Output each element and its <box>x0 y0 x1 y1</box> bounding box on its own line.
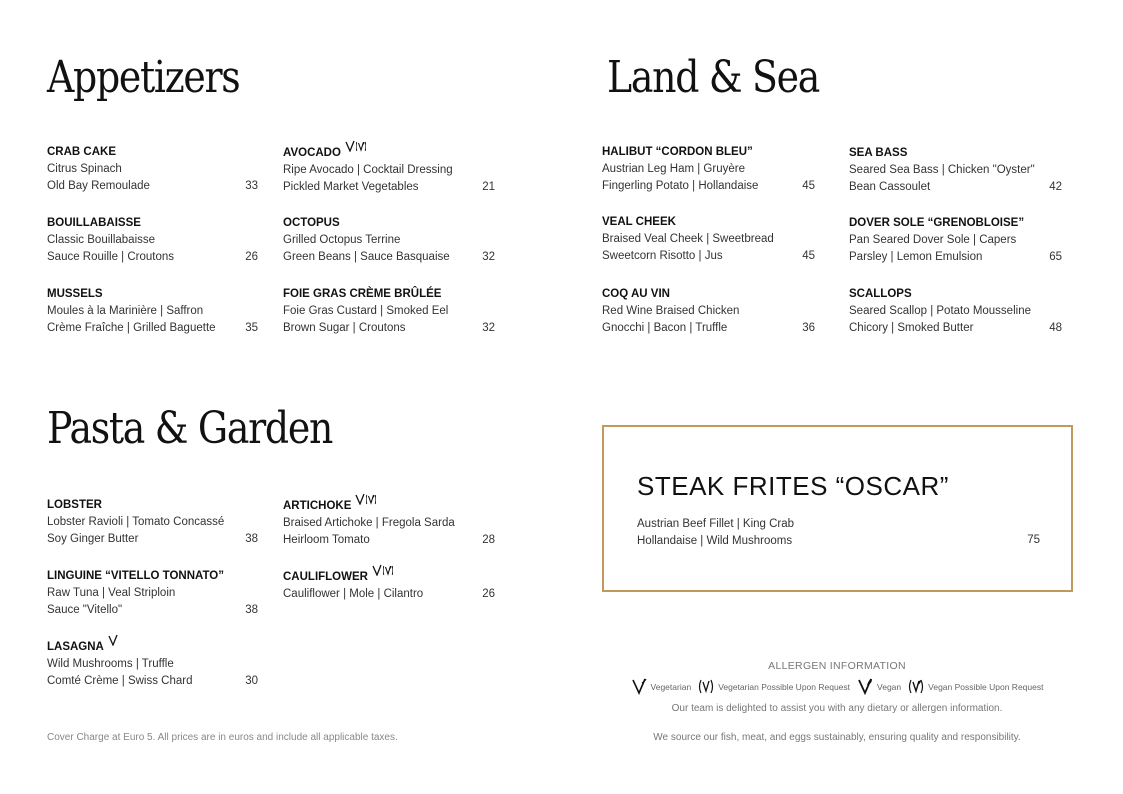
menu-item-name <box>47 497 258 514</box>
menu-item-description: Comté Crème | Swiss Chard <box>47 675 193 687</box>
menu-item-description: Gnocchi | Bacon | Truffle <box>602 322 728 334</box>
menu-item-description: Pan Seared Dover Sole | Capers <box>849 234 1017 246</box>
menu-item-title: SCALLOPS <box>849 288 912 300</box>
vegetarian-icon <box>108 634 118 652</box>
menu-item <box>283 215 495 266</box>
menu-item-description: Seared Scallop | Potato Mousseline <box>849 305 1031 317</box>
legend-label: Vegetarian <box>650 682 692 692</box>
menu-item-name <box>47 568 258 585</box>
allergen-heading: ALLERGEN INFORMATION <box>768 660 906 672</box>
legend-label: Vegetarian Possible Upon Request <box>718 682 851 692</box>
menu-item-description: Red Wine Braised Chicken <box>602 305 740 317</box>
menu-item-price: 26 <box>482 588 495 600</box>
featured-dish-box <box>602 425 1073 592</box>
menu-item-description: Braised Veal Cheek | Sweetbread <box>602 233 774 245</box>
vegan-possible-icon <box>366 493 376 511</box>
menu-item-description: Sauce Rouille | Croutons <box>47 251 174 263</box>
menu-item-price: 32 <box>482 322 495 334</box>
menu-item <box>47 638 258 690</box>
menu-item-price: 36 <box>802 322 815 334</box>
menu-item-description: Seared Sea Bass | Chicken "Oyster" <box>849 164 1035 176</box>
legend-vegetarian <box>631 677 692 697</box>
menu-item-description: Chicory | Smoked Butter <box>849 322 974 334</box>
menu-item-title: HALIBUT “CORDON BLEU” <box>602 146 753 158</box>
menu-item-description: Wild Mushrooms | Truffle <box>47 658 174 670</box>
menu-item-title: DOVER SOLE “GRENOBLOISE” <box>849 217 1025 229</box>
menu-item-description: Crème Fraîche | Grilled Baguette <box>47 322 216 334</box>
legend-vegan-possible <box>908 677 1043 697</box>
menu-item <box>47 215 258 266</box>
menu-item-description: Fingerling Potato | Hollandaise <box>602 180 759 192</box>
menu-item-name <box>283 497 495 515</box>
menu-item <box>283 286 495 337</box>
menu-item-price: 38 <box>245 604 258 616</box>
menu-item-description: Austrian Leg Ham | Gruyère <box>602 163 745 175</box>
menu-item-title: COQ AU VIN <box>602 288 670 300</box>
menu-item-price: 32 <box>482 251 495 263</box>
vegetarian-icon <box>355 493 365 511</box>
menu-item-name <box>849 215 1062 232</box>
menu-item-title: CAULIFLOWER <box>283 570 368 583</box>
menu-item-name <box>47 286 258 303</box>
menu-item-price: 33 <box>245 180 258 192</box>
legend-label: Vegan <box>877 682 902 692</box>
menu-item-title: AVOCADO <box>283 146 341 159</box>
allergen-note: Our team is delighted to assist you with any dietary or allergen information. <box>671 703 1003 714</box>
menu-item-title: LOBSTER <box>47 499 102 511</box>
menu-item-name <box>47 144 258 161</box>
menu-item-description: Sweetcorn Risotto | Jus <box>602 250 723 262</box>
diet-icons <box>108 634 118 652</box>
menu-item <box>47 144 258 195</box>
menu-item-name <box>283 286 495 303</box>
diet-icons <box>345 140 366 158</box>
menu-item-description: Green Beans | Sauce Basquaise <box>283 251 450 263</box>
menu-item <box>283 568 495 603</box>
menu-item-title: CRAB CAKE <box>47 146 116 158</box>
menu-item-description: Foie Gras Custard | Smoked Eel <box>283 305 449 317</box>
menu-item-name <box>602 286 815 303</box>
menu-item-name <box>283 568 495 586</box>
menu-item <box>849 286 1062 337</box>
cover-charge-note: Cover Charge at Euro 5. All prices are in euros and include all applicable taxes. <box>47 732 398 743</box>
menu-item-description: Raw Tuna | Veal Striploin <box>47 587 176 599</box>
menu-item-price: 42 <box>1049 181 1062 193</box>
menu-item-description: Brown Sugar | Croutons <box>283 322 406 334</box>
featured-dish-line-1: Austrian Beef Fillet | King Crab <box>637 518 795 530</box>
menu-item-description: Citrus Spinach <box>47 163 122 175</box>
vegan-possible-icon <box>356 140 366 158</box>
vegetarian-icon <box>345 140 355 158</box>
legend-vegetarian-possible <box>698 677 850 697</box>
menu-item-price: 48 <box>1049 322 1062 334</box>
menu-item-title: BOUILLABAISSE <box>47 217 141 229</box>
menu-item-name <box>849 286 1062 303</box>
menu-item-description: Moules à la Marinière | Saffron <box>47 305 204 317</box>
menu-item-description: Ripe Avocado | Cocktail Dressing <box>283 164 453 176</box>
vegetarian-icon <box>372 564 382 582</box>
menu-item-title: LINGUINE “VITELLO TONNATO” <box>47 570 224 582</box>
menu-item-name <box>849 145 1062 162</box>
menu-item-description: Sauce "Vitello" <box>47 604 123 616</box>
menu-item-title: VEAL CHEEK <box>602 216 676 228</box>
menu-item <box>47 286 258 337</box>
menu-item-name <box>602 144 815 161</box>
legend-label: Vegan Possible Upon Request <box>928 682 1044 692</box>
legend-vegan <box>857 677 901 697</box>
menu-item-price: 38 <box>245 533 258 545</box>
featured-dish-title: STEAK FRITES “OSCAR” <box>637 471 949 501</box>
menu-item-description: Pickled Market Vegetables <box>283 181 419 193</box>
menu-item-name <box>283 215 495 232</box>
menu-item-description: Grilled Octopus Terrine <box>283 234 401 246</box>
menu-item-title: OCTOPUS <box>283 217 340 229</box>
menu-item-description: Parsley | Lemon Emulsion <box>849 251 983 263</box>
menu-item-price: 35 <box>245 322 258 334</box>
menu-item-price: 45 <box>802 250 815 262</box>
menu-item <box>602 286 815 337</box>
vegan-possible-icon <box>383 564 393 582</box>
vegetarian-icon <box>631 677 647 697</box>
menu-item <box>602 144 815 195</box>
menu-item <box>849 215 1062 266</box>
menu-item-description: Classic Bouillabaisse <box>47 234 156 246</box>
menu-item-description: Cauliflower | Mole | Cilantro <box>283 588 424 600</box>
menu-item-description: Soy Ginger Butter <box>47 533 139 545</box>
land-sea-title: Land & Sea <box>607 52 820 103</box>
menu-item-name <box>47 215 258 232</box>
menu-item-name <box>602 214 815 231</box>
menu-item-price: 26 <box>245 251 258 263</box>
menu-item-title: FOIE GRAS CRÈME BRÛLÉE <box>283 288 442 300</box>
menu-item <box>47 568 258 619</box>
menu-item-price: 28 <box>482 534 495 546</box>
diet-icons <box>355 493 376 511</box>
sourcing-note: We source our fish, meat, and eggs sustainably, ensuring quality and responsibility. <box>653 732 1021 743</box>
menu-item-name <box>283 144 495 162</box>
menu-item <box>849 145 1062 196</box>
menu-item-price: 30 <box>245 675 258 687</box>
menu-item-description: Bean Cassoulet <box>849 181 931 193</box>
menu-item-price: 65 <box>1049 251 1062 263</box>
menu-item-title: MUSSELS <box>47 288 103 300</box>
menu-item-price: 21 <box>482 181 495 193</box>
vegan-icon <box>857 677 873 697</box>
menu-item-title: LASAGNA <box>47 640 104 653</box>
vegetarian-possible-icon <box>698 677 714 697</box>
menu-item <box>283 144 495 196</box>
allergen-legend <box>602 677 1072 697</box>
menu-item-description: Old Bay Remoulade <box>47 180 150 192</box>
pasta-garden-title: Pasta & Garden <box>47 403 333 454</box>
menu-item-price: 45 <box>802 180 815 192</box>
menu-item <box>602 214 815 265</box>
menu-item-title: SEA BASS <box>849 147 908 159</box>
diet-icons <box>372 564 393 582</box>
featured-dish-line-2: Hollandaise | Wild Mushrooms <box>637 535 793 547</box>
menu-item <box>47 497 258 548</box>
appetizers-title: Appetizers <box>47 52 240 103</box>
menu-item-title: ARTICHOKE <box>283 499 352 512</box>
menu-item-description: Braised Artichoke | Fregola Sarda <box>283 517 455 529</box>
menu-item-name <box>47 638 258 656</box>
menu-item <box>283 497 495 549</box>
vegan-possible-icon <box>908 677 924 697</box>
menu-item-description: Lobster Ravioli | Tomato Concassé <box>47 516 225 528</box>
menu-item-description: Heirloom Tomato <box>283 534 370 546</box>
featured-dish-price: 75 <box>1027 534 1040 546</box>
